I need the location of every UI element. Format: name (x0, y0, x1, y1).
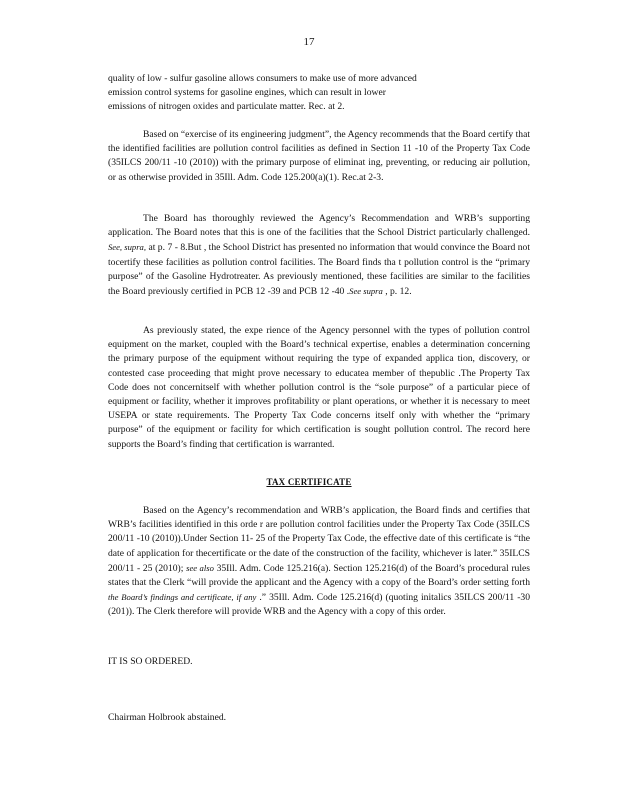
paragraph-board-reviewed (108, 212, 530, 299)
text-line: emission control systems for gasoline engines, which can result in lower (108, 87, 386, 99)
text-span: .” 35Ill. Adm. Code 125.216(d) (quoting initalics 35ILCS 200/11 -30 (201)). The Clerk therefore will provide WRB and the Agency with a copy of this order. (108, 592, 530, 618)
paragraph-certification (108, 504, 530, 620)
abstained-statement: Chairman Holbrook abstained. (108, 712, 227, 723)
paragraph-quality (108, 72, 530, 115)
citation-italic: See, supra, (108, 242, 146, 253)
text-line: quality of low - sulfur gasoline allows consumers to make use of more advanced (108, 73, 417, 84)
text-span: at p. 7 - 8.But , the School District has presented no information that would convince the Board not tocertify these facilities as pollution control facilities. The Board finds tha t pollution control is the “primary purpose” of the Gasoline Hydrotreater. As previously mentioned, these facilities are similar to the facilities the Board previously certified in PCB 12 -39 and PCB 12 -40 . (108, 242, 530, 298)
citation-italic: the Board’s findings and certificate, if any (108, 592, 257, 603)
section-heading: TAX CERTIFICATE (266, 477, 352, 487)
text-span: Based on the Agency’s recommendation and WRB’s application, the Board finds and certifies that WRB’s facilities identified in this orde r are pollution control facilities under the Property Tax Code (35ILCS 200/11 -10 (2010)).Under Section 11- 25 of the Property Tax Code, the effective date of this certificate is “the date of application for thecertificate or the date of the construction of the facility, whichever is later.” 35ILCS 200/11 - 25 (2010); (108, 505, 530, 574)
text-span: 35Ill. Adm. Code 125.216(a). Section 125.216(d) of the Board’s procedural rules states that the Clerk “will provide the applicant and the Agency with a copy of the Board’s order setting forth (108, 562, 530, 589)
text-line: emissions of nitrogen oxides and particulate matter. Rec. at 2. (108, 101, 345, 113)
paragraph-based-on-judgment: Based on “exercise of its engineering judgment”, the Agency recommends that the Board certify that the identified facilities are pollution control facilities as defined in Section 11 -10 of the Property Tax Code (35ILCS 200/11 -10 (2010)) with the primary purpose of eliminat ing, preventing, or reducing air pollution, or as otherwise provided in 35Ill. Adm. Code 125.200(a)(1). Rec.at 2-3. (108, 129, 530, 183)
text-span: , p. 12. (382, 286, 412, 298)
citation-italic: see also (186, 562, 214, 573)
paragraph-previously-stated: As previously stated, the expe rience of the Agency personnel with the types of pollution control equipment on the market, coupled with the Board’s technical expertise, enables a determination concerning the primary purpose of the equipment without requiring the type of expanded applica tion, discovery, or contested case proceeding that might prove necessary to educatea member of thepublic .The Property Tax Code does not concernitself with whether pollution control is the “sole purpose” of a particular piece of equipment or facility, whether it improves profitability or plant operations, or whether it is necessary to meet USEPA or state requirements. The Property Tax Code concerns itself only with whether the “primary purpose” of the equipment or facility for which certification is sought pollution control. The record here supports the Board’s finding that certification is warranted. (108, 325, 530, 450)
page-number: 17 (303, 36, 315, 48)
citation-italic: See supra (349, 286, 383, 297)
ordered-statement: IT IS SO ORDERED. (108, 656, 193, 667)
text-span: The Board has thoroughly reviewed the Agency’s Recommendation and WRB’s supporting application. The Board notes that this is one of the facilities that the School District particularly challenged. (108, 213, 530, 239)
